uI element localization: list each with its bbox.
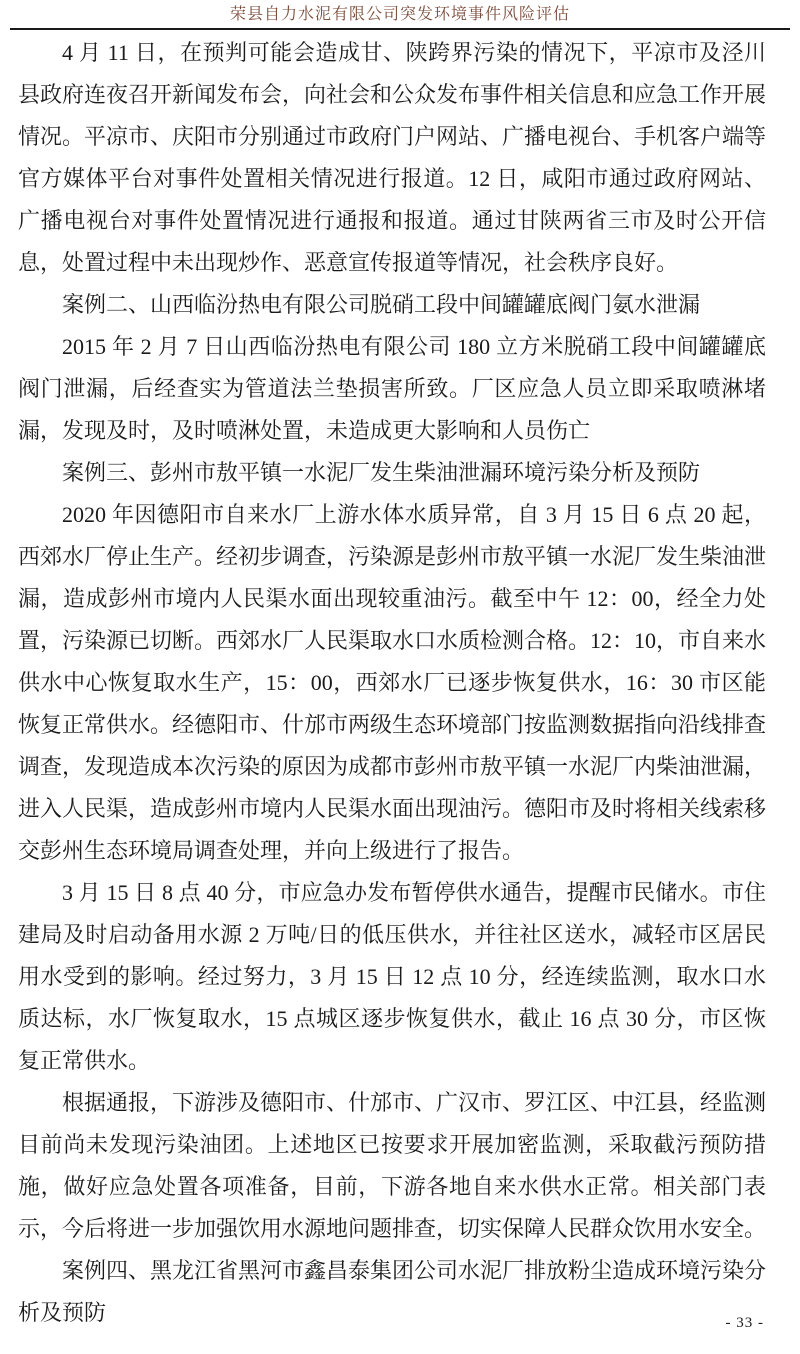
- page-header: [0, 0, 800, 30]
- body-paragraph: 2015 年 2 月 7 日山西临汾热电有限公司 180 立方米脱硝工段中间罐罐底阀门泄漏，后经查实为管道法兰垫损害所致。厂区应急人员立即采取喷淋堵漏，发现及时，及时喷淋处置，未造成更大影响和人员伤亡: [18, 334, 766, 443]
- case-heading: 案例三、彭州市敖平镇一水泥厂发生柴油泄漏环境污染分析及预防: [62, 460, 701, 485]
- case-heading: 案例四、黑龙江省黑河市鑫昌泰集团公司水泥厂排放粉尘造成环境污染分析及预防: [18, 1258, 767, 1325]
- page-number: - 33 -: [725, 1315, 764, 1331]
- header-title: 荣县自力水泥有限公司突发环境事件风险评估: [229, 6, 570, 23]
- document-content: [0, 30, 800, 1334]
- body-paragraph: 根据通报，下游涉及德阳市、什邡市、广汉市、罗江区、中江县，经监测目前尚未发现污染油团。上述地区已按要求开展加密监测，采取截污预防措施，做好应急处置各项准备，目前，下游各地自来水供水正常。相关部门表示，今后将进一步加强饮用水源地问题排查，切实保障人民群众饮用水安全。: [18, 1090, 767, 1241]
- body-paragraph: 3 月 15 日 8 点 40 分，市应急办发布暂停供水通告，提醒市民储水。市住建局及时启动备用水源 2 万吨/日的低压供水，并往社区送水，减轻市区居民用水受到的影响。经过努力，3 月 15 日 12 点 10 分，经连续监测，取水口水质达标，水厂恢复取水，15 点城区逐步恢复供水，截止 16 点 30 分，市区恢复正常供水。: [18, 880, 766, 1073]
- body-paragraph: 2020 年因德阳市自来水厂上游水体水质异常，自 3 月 15 日 6 点 20 起，西郊水厂停止生产。经初步调查，污染源是彭州市敖平镇一水泥厂发生柴油泄漏，造成彭州市境内人民渠水面出现较重油污。截至中午 12：00，经全力处置，污染源已切断。西郊水厂人民渠取水口水质检测合格。12：10，市自来水供水中心恢复取水生产，15：00，西郊水厂已逐步恢复供水，16：30 市区能恢复正常供水。经德阳市、什邡市两级生态环境部门按监测数据指向沿线排查调查，发现造成本次污染的原因为成都市彭州市敖平镇一水泥厂内柴油泄漏，进入人民渠，造成彭州市境内人民渠水面出现油污。德阳市及时将相关线索移交彭州生态环境局调查处理，并向上级进行了报告。: [18, 502, 767, 863]
- body-paragraph: 4 月 11 日，在预判可能会造成甘、陕跨界污染的情况下，平凉市及泾川县政府连夜召开新闻发布会，向社会和公众发布事件相关信息和应急工作开展情况。平凉市、庆阳市分别通过市政府门户网站、广播电视台、手机客户端等官方媒体平台对事件处置相关情况进行报道。12 日，咸阳市通过政府网站、广播电视台对事件处置情况进行通报和报道。通过甘陕两省三市及时公开信息，处置过程中未出现炒作、恶意宣传报道等情况，社会秩序良好。: [18, 40, 767, 275]
- case-heading: 案例二、山西临汾热电有限公司脱硝工段中间罐罐底阀门氨水泄漏: [62, 292, 701, 317]
